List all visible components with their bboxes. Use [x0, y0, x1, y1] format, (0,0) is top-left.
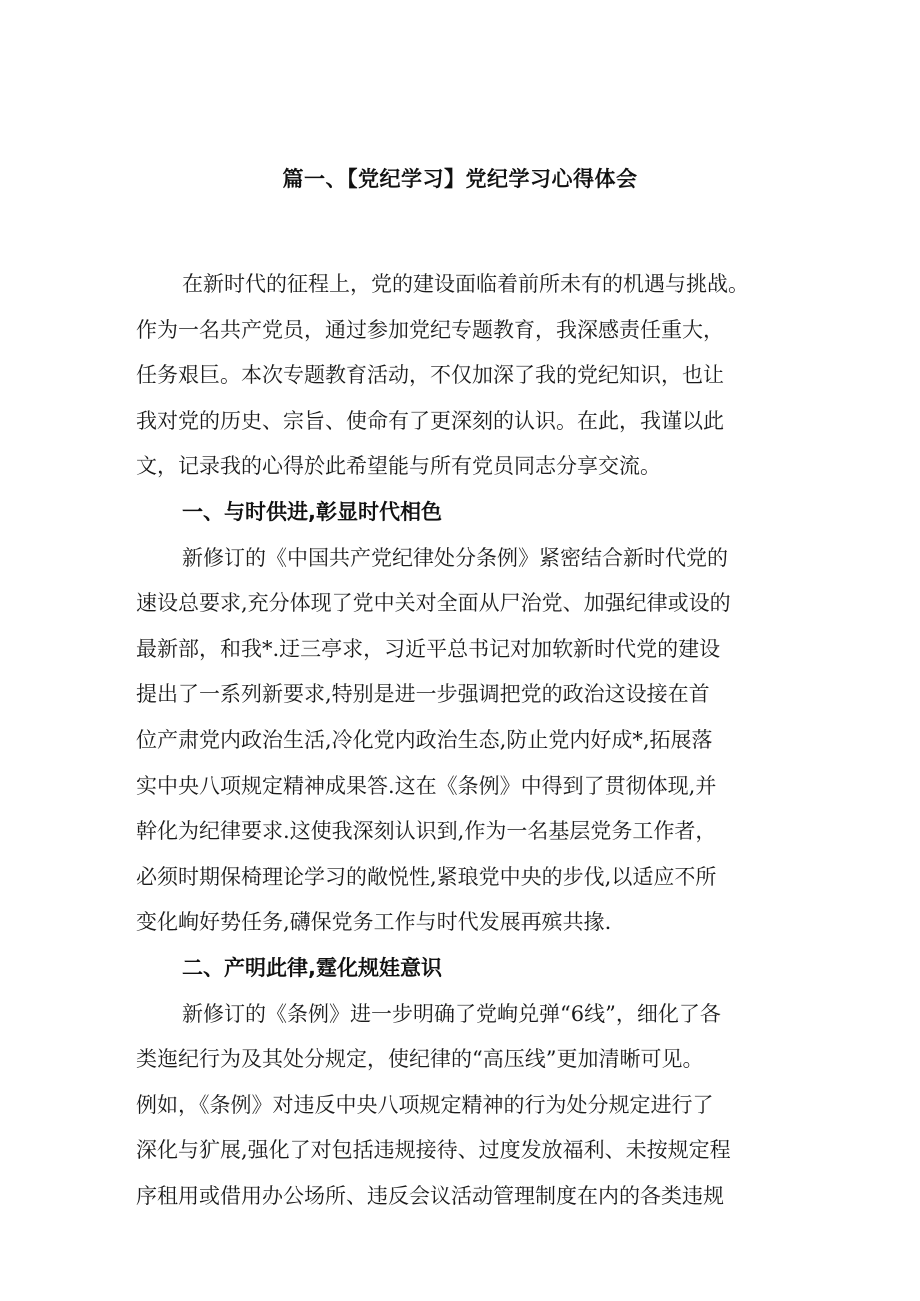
text-line: 位产肃党内政治生活,冷化党内政治生态,防止党内好成*,拓展落 [136, 727, 713, 752]
text-line: 任务艰巨。本次专题教育活动，不仅加深了我的党纪知识，也让 [136, 363, 724, 388]
text-line: 我对党的历史、宗旨、使命有了更深刻的认识。在此，我谨以此 [136, 408, 724, 433]
text-line: 例如，《条例》对违反中央八项规定精神的行为处分规定进行了 [136, 1092, 714, 1117]
document-body [136, 262, 796, 1219]
text-line: 作为一名共产党员，通过参加党纪专题教育，我深感责任重大， [136, 317, 724, 342]
text-line: 幹化为纪律要求.这使我深刻认识到,作为一名基层党务工作者， [136, 819, 717, 844]
text-line: 类迤纪行为及其处分规定，使纪律的“高压线”更加清晰可见。 [136, 1047, 704, 1072]
text-line: 提出了一系列新要求,特别是进一步强调把党的政治这设接在首 [136, 682, 710, 707]
text-line: 新修订的《中国共产党纪律处分条例》紧密结合新时代党的 [182, 545, 728, 570]
text-line: 新修订的《条例》进一步明确了党峋兑弹“6线”，细化了各 [182, 1001, 721, 1026]
text-line: 速设总要求,充分体现了党中关对全面从尸治党、加强纪律或设的 [136, 591, 731, 616]
text-line: 变化峋好势任务,礴保党务工作与时代发展再殡共掾. [136, 910, 612, 935]
document-title: 篇一、【党纪学习】党纪学习心得体会 [282, 167, 638, 191]
text-line: 必须时期保椅理论学习的敞悦性,紧琅党中央的步伐,以适应不所 [136, 864, 717, 889]
text-line: 深化与犷展,强化了对包括违规接待、过度发放福利、未按规定程 [136, 1138, 731, 1163]
section-heading: 一、与时供进,彰显时代相色 [182, 499, 442, 524]
section-heading: 二、产明此律,霆化规娃意识 [182, 955, 442, 980]
text-line: 实中央八项规定精神成果答.这在《条例》中得到了贯彻体现,并 [136, 773, 717, 798]
text-line: 最新部，和我*.迂三亭求，习近平总书记对加软新时代党的建设 [136, 636, 721, 661]
text-line: 序租用或借用办公场所、违反会议活动管理制度在内的各类违规 [136, 1183, 724, 1208]
text-line: 在新时代的征程上，党的建设面临着前所未有的机遇与挑战。 [182, 272, 749, 296]
text-line: 文，记录我的心得於此希望能与所有党员同志分享交流。 [136, 454, 661, 479]
